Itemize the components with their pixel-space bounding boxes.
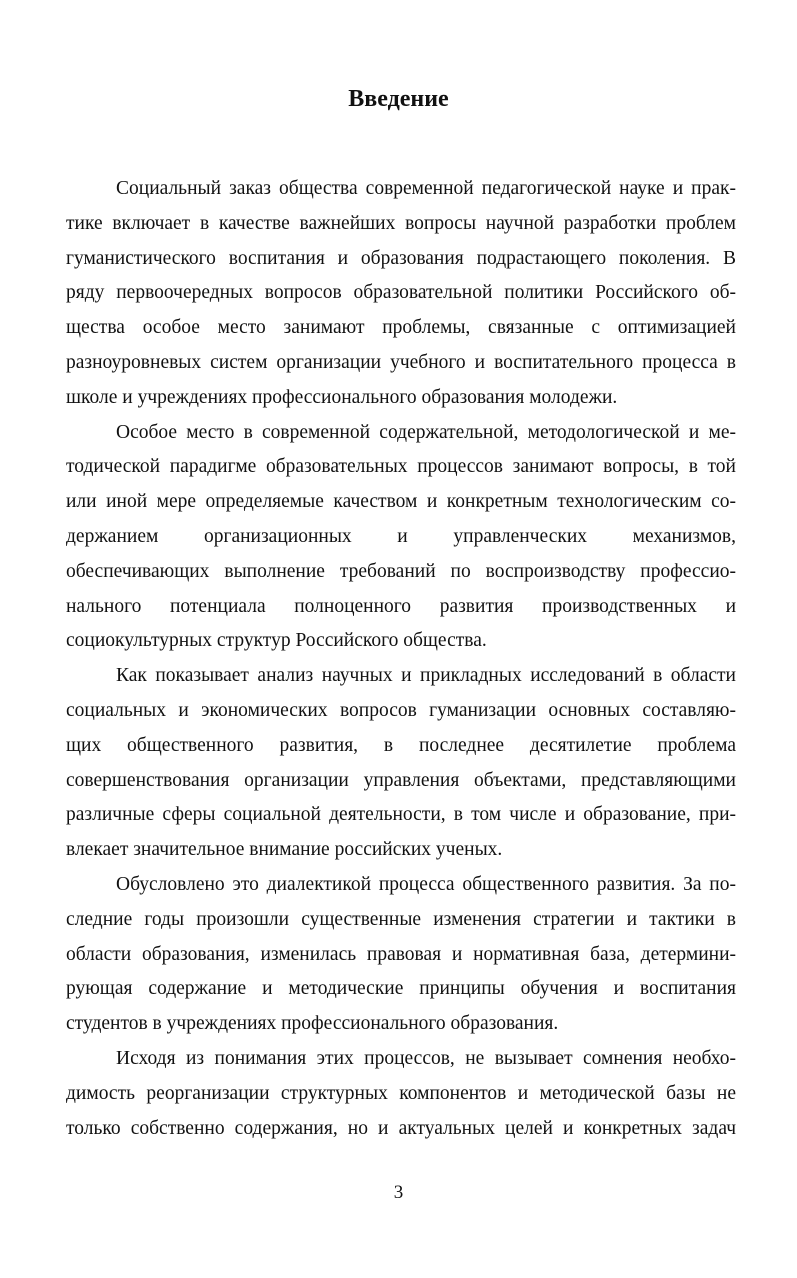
text-line: щества особое место занимают проблемы, связанные с оптимизацией	[66, 317, 736, 339]
paragraph-3	[66, 659, 736, 868]
text-line: совершенствования организации управления объектами, представляющими	[66, 769, 736, 791]
text-line: следние годы произошли существенные изменения стратегии и тактики в	[66, 908, 736, 930]
text-line: школе и учреждениях профессионального образования молодежи.	[66, 386, 618, 408]
paragraph-5	[66, 1042, 736, 1146]
text-line: Исходя из понимания этих процессов, не вызывает сомнения необхо-	[116, 1047, 736, 1069]
text-line: тике включает в качестве важнейших вопросы научной разработки проблем	[66, 212, 736, 234]
text-line: или иной мере определяемые качеством и конкретным технологическим со-	[66, 491, 736, 513]
text-line: студентов в учреждениях профессионального образования.	[66, 1013, 559, 1035]
text-line: димость реорганизации структурных компонентов и методической базы не	[66, 1082, 736, 1104]
page-title: Введение	[348, 86, 449, 112]
text-line: Социальный заказ общества современной педагогической науке и прак-	[116, 178, 736, 199]
text-line: области образования, изменилась правовая и нормативная база, детермини-	[66, 943, 736, 965]
text-line: тодической парадигме образовательных процессов занимают вопросы, в той	[66, 456, 736, 478]
text-line: разноуровневых систем организации учебного и воспитательного процесса в	[66, 351, 736, 373]
text-line: гуманистического воспитания и образования подрастающего поколения. В	[66, 247, 736, 269]
text-line: только собственно содержания, но и актуальных целей и конкретных задач	[66, 1117, 736, 1139]
text-line: различные сферы социальной деятельности, в том числе и образование, при-	[66, 804, 736, 826]
text-line: Как показывает анализ научных и прикладных исследований в области	[116, 665, 736, 687]
text-line: социальных и экономических вопросов гуманизации основных составляю-	[66, 699, 736, 721]
text-line: обеспечивающих выполнение требований по воспроизводству профессио-	[66, 560, 736, 582]
text-line: влекает значительное внимание российских ученых.	[66, 839, 503, 861]
page-number: 3	[393, 1182, 404, 1203]
text-line: держанием организационных и управленческих механизмов,	[66, 525, 736, 547]
paragraph-2	[66, 416, 736, 660]
text-line: нального потенциала полноценного развития производственных и	[66, 595, 736, 617]
text-line: социокультурных структур Российского общества.	[66, 630, 487, 652]
text-line: ряду первоочередных вопросов образовательной политики Российского об-	[66, 282, 736, 304]
text-line: Особое место в современной содержательной, методологической и ме-	[116, 421, 736, 443]
paragraph-1	[66, 172, 736, 416]
body-text	[66, 172, 736, 1146]
text-line: Обусловлено это диалектикой процесса общественного развития. За по-	[116, 873, 736, 895]
text-line: рующая содержание и методические принципы обучения и воспитания	[66, 978, 736, 1000]
paragraph-4	[66, 868, 736, 1042]
text-line: щих общественного развития, в последнее десятилетие проблема	[66, 734, 736, 756]
